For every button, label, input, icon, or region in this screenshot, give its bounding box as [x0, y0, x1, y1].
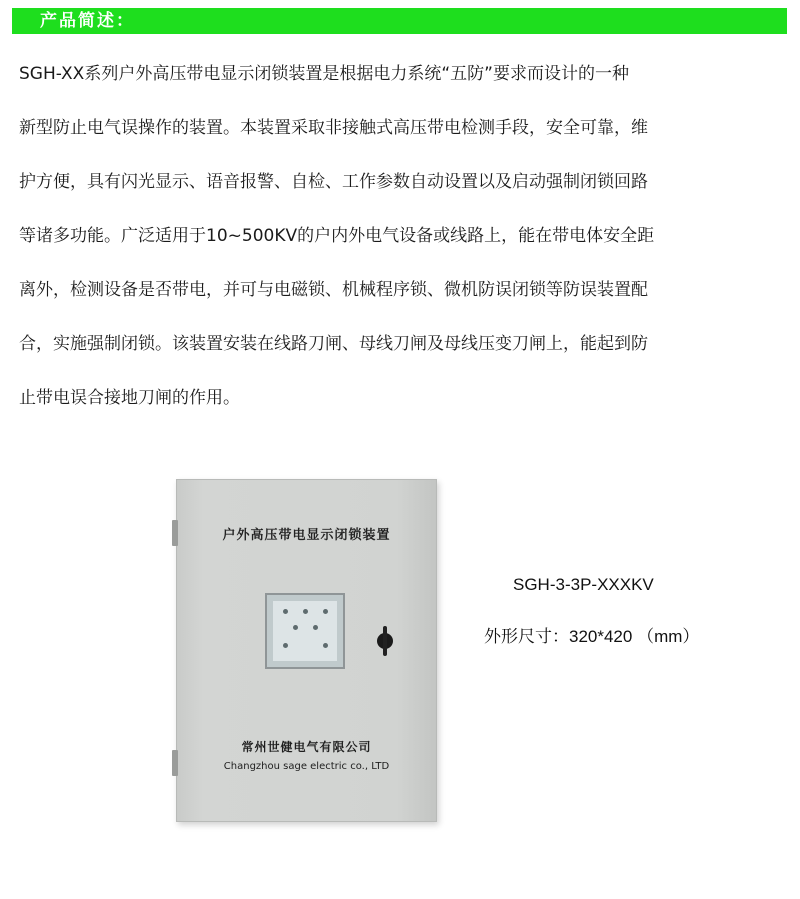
- device-label: 户外高压带电显示闭锁装置: [222, 528, 391, 543]
- description-line: 合，实施强制闭锁。该装置安装在线路刀闸、母线刀闸及母线压变刀闸上，能起到防: [19, 334, 648, 354]
- indicator-led: [293, 625, 298, 630]
- model-number: SGH-3-3P-XXXKV: [513, 575, 654, 594]
- description-line: 护方便，具有闪光显示、语音报警、自检、工作参数自动设置以及启动强制闭锁回路: [19, 172, 648, 192]
- dimensions: 外形尺寸：320*420 （mm）: [484, 627, 700, 646]
- indicator-led: [283, 609, 288, 614]
- indicator-panel: [273, 601, 337, 661]
- section-header-bar: [12, 8, 787, 34]
- description-line: SGH-XX系列户外高压带电显示闭锁装置是根据电力系统“五防”要求而设计的一种: [19, 64, 629, 84]
- description-line: 离外，检测设备是否带电，并可与电磁锁、机械程序锁、微机防误闭锁等防误装置配: [19, 280, 648, 300]
- indicator-led: [313, 625, 318, 630]
- description-line: 止带电误合接地刀闸的作用。: [19, 388, 240, 408]
- display-window: [265, 593, 345, 669]
- company-name-en: Changzhou sage electric co., LTD: [223, 761, 390, 772]
- product-image-device-box: [176, 479, 437, 822]
- indicator-led: [323, 609, 328, 614]
- indicator-led: [323, 643, 328, 648]
- description-line: 新型防止电气误操作的装置。本装置采取非接触式高压带电检测手段，安全可靠，维: [19, 118, 648, 138]
- knob-grip: [383, 626, 387, 656]
- indicator-led: [283, 643, 288, 648]
- description-line: 等诸多功能。广泛适用于10~500KV的户内外电气设备或线路上，能在带电体安全距: [19, 226, 655, 246]
- indicator-led: [303, 609, 308, 614]
- lock-knob: [374, 626, 396, 656]
- company-name-cn: 常州世健电气有限公司: [241, 740, 372, 754]
- section-title: 产品简述：: [40, 11, 135, 31]
- product-description: [19, 64, 759, 442]
